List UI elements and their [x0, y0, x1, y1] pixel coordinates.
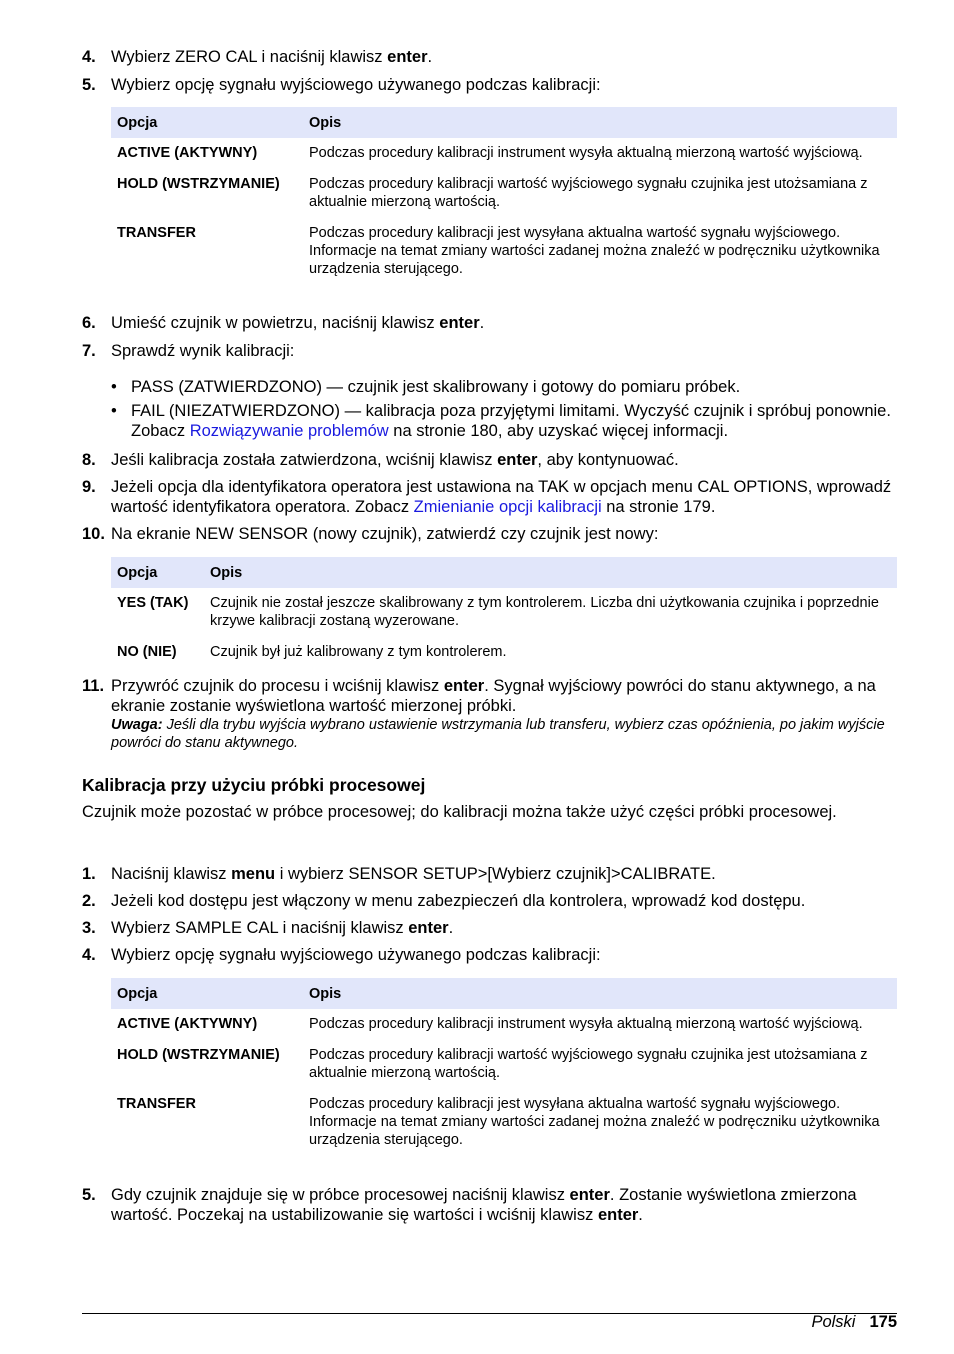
step-4	[82, 47, 897, 67]
table-row	[111, 1040, 897, 1089]
page-number: 175	[869, 1313, 897, 1331]
col-header-option: Opcja	[111, 978, 303, 1009]
step-number: 8.	[82, 451, 96, 469]
sample-step-2	[82, 891, 897, 911]
option-cell: TRANSFER	[117, 225, 196, 241]
table-header-row	[111, 107, 897, 138]
step-text-end: .	[427, 48, 433, 66]
step-text-end: .	[448, 919, 454, 937]
key-enter-2: enter	[597, 1206, 639, 1224]
step-number: 9.	[82, 478, 96, 496]
new-sensor-table	[111, 557, 897, 668]
step-5	[82, 75, 897, 95]
option-cell: ACTIVE (AKTYWNY)	[117, 1016, 258, 1032]
table-row	[111, 637, 897, 668]
step-text: Przywróć czujnik do procesu i wciśnij klawisz	[111, 677, 444, 695]
option-cell: ACTIVE (AKTYWNY)	[117, 145, 258, 161]
col-header-desc: Opis	[303, 107, 897, 138]
step-text-end: na stronie 179.	[601, 498, 716, 516]
bullet-text: PASS (ZATWIERDZONO) — czujnik jest skalibrowany i gotowy do pomiaru próbek.	[131, 378, 741, 396]
bullet-dot: •	[111, 378, 117, 396]
step-number: 11.	[82, 677, 105, 695]
step-number: 1.	[82, 865, 96, 883]
step-text: Jeśli kalibracja została zatwierdzona, wciśnij klawisz	[111, 451, 498, 469]
col-header-desc: Opis	[204, 557, 897, 588]
step-text: Jeżeli kod dostępu jest włączony w menu zabezpieczeń dla kontrolera, wprowadź kod dostępu.	[111, 892, 806, 910]
bullet-text: FAIL (NIEZATWIERDZONO) — kalibracja poza przyjętymi limitami. Wyczyść czujnik i spróbuj ponownie. Zobacz	[131, 402, 891, 440]
step-number: 2.	[82, 892, 96, 910]
step-9	[82, 477, 897, 517]
table-row	[111, 138, 897, 169]
bullet-text-end: na stronie 180, aby uzyskać więcej informacji.	[388, 422, 729, 440]
sample-step-3	[82, 918, 897, 938]
option-cell: HOLD (WSTRZYMANIE)	[117, 1047, 280, 1063]
note	[111, 716, 897, 752]
footer-divider	[82, 1313, 897, 1314]
desc-cell: Podczas procedury kalibracji wartość wyjściowego sygnału czujnika jest utożsamiana z aktualnie mierzoną wartością.	[309, 1047, 868, 1081]
step-text: Sprawdź wynik kalibracji:	[111, 342, 295, 360]
section-heading: Kalibracja przy użyciu próbki procesowej	[82, 775, 426, 795]
step-text: Naciśnij klawisz	[111, 865, 232, 883]
step-number: 5.	[82, 1186, 96, 1204]
bullet-dot: •	[111, 402, 117, 420]
step-text: Jeżeli opcja dla identyfikatora operatora jest ustawiona na TAK w opcjach menu CAL OPTIONS, wprowadź wartość identyfikatora operatora. Zobacz	[111, 478, 892, 516]
sample-step-5	[82, 1185, 897, 1225]
step-11	[82, 676, 897, 716]
step-number: 10.	[82, 525, 105, 543]
troubleshooting-link[interactable]: Rozwiązywanie problemów	[189, 422, 389, 440]
step-8	[82, 450, 897, 470]
sample-step-1	[82, 864, 897, 884]
desc-cell: Podczas procedury kalibracji jest wysyłana aktualna wartość sygnału wyjściowego. Informacje na temat zmiany wartości zadanej można znaleźć w podręczniku użytkownika urządzenia sterującego.	[309, 225, 880, 277]
desc-cell: Czujnik był już kalibrowany z tym kontrolerem.	[210, 644, 507, 660]
step-number: 4.	[82, 48, 96, 66]
step-text-end: . Sygnał wyjściowy powróci do stanu aktywnego, a na ekranie zostanie wyświetlona wartość mierzonej próbki.	[111, 677, 876, 715]
table-row	[111, 1089, 897, 1156]
calibration-options-link[interactable]: Zmienianie opcji kalibracji	[413, 498, 602, 516]
step-number: 5.	[82, 76, 96, 94]
key-enter: enter	[443, 677, 485, 695]
col-header-desc: Opis	[303, 978, 897, 1009]
step-number: 3.	[82, 919, 96, 937]
desc-cell: Podczas procedury kalibracji jest wysyłana aktualna wartość sygnału wyjściowego. Informacje na temat zmiany wartości zadanej można znaleźć w podręczniku użytkownika urządzenia sterującego.	[309, 1096, 880, 1148]
step-text: Wybierz ZERO CAL i naciśnij klawisz	[111, 48, 388, 66]
step-text-end: i wybierz SENSOR SETUP>[Wybierz czujnik]>CALIBRATE.	[275, 865, 716, 883]
key-menu: menu	[231, 865, 276, 883]
bullet-pass	[111, 377, 897, 397]
table-header-row	[111, 978, 897, 1009]
table-row	[111, 169, 897, 218]
step-text: Umieść czujnik w powietrzu, naciśnij klawisz	[111, 314, 440, 332]
section-intro: Czujnik może pozostać w próbce procesowej; do kalibracji można także użyć części próbki procesowej.	[82, 803, 837, 821]
desc-cell: Czujnik nie został jeszcze skalibrowany z tym kontrolerem. Liczba dni użytkowania czujnika i poprzednie krzywe kalibracji zostaną wyzerowane.	[210, 595, 879, 629]
col-header-option: Opcja	[111, 557, 204, 588]
desc-cell: Podczas procedury kalibracji instrument wysyła aktualną mierzoną wartość wyjściową.	[309, 1016, 863, 1032]
key-enter: enter	[569, 1186, 610, 1204]
key-enter: enter	[497, 451, 538, 469]
step-text: Wybierz SAMPLE CAL i naciśnij klawisz	[111, 919, 409, 937]
col-header-option: Opcja	[111, 107, 303, 138]
step-text: Wybierz opcję sygnału wyjściowego używanego podczas kalibracji:	[111, 76, 601, 94]
footer-language: Polski	[811, 1313, 856, 1331]
sample-step-4	[82, 945, 897, 965]
output-options-table-2	[111, 978, 897, 1156]
option-cell: NO (NIE)	[117, 644, 177, 660]
key-enter: enter	[439, 314, 480, 332]
step-number: 6.	[82, 314, 96, 332]
output-options-table-1	[111, 107, 897, 285]
key-enter: enter	[387, 48, 428, 66]
step-10	[82, 524, 897, 544]
step-text-end: .	[479, 314, 485, 332]
note-text: Jeśli dla trybu wyjścia wybrano ustawienie wstrzymania lub transferu, wybierz czas opóźnienia, po jakim wyjście powróci do stanu aktywnego.	[111, 717, 885, 751]
step-text: Wybierz opcję sygnału wyjściowego używanego podczas kalibracji:	[111, 946, 601, 964]
step-7	[82, 341, 897, 361]
note-label: Uwaga:	[111, 717, 163, 733]
step-6	[82, 313, 897, 333]
step-number: 7.	[82, 342, 96, 360]
bullet-fail	[111, 401, 897, 441]
step-text: Na ekranie NEW SENSOR (nowy czujnik), zatwierdź czy czujnik jest nowy:	[111, 525, 659, 543]
table-row	[111, 1009, 897, 1040]
step-text-end: , aby kontynuować.	[537, 451, 679, 469]
option-cell: YES (TAK)	[117, 595, 189, 611]
option-cell: TRANSFER	[117, 1096, 196, 1112]
table-row	[111, 218, 897, 285]
footer	[811, 1312, 897, 1332]
desc-cell: Podczas procedury kalibracji instrument wysyła aktualną mierzoną wartość wyjściową.	[309, 145, 863, 161]
key-enter: enter	[408, 919, 449, 937]
desc-cell: Podczas procedury kalibracji wartość wyjściowego sygnału czujnika jest utożsamiana z aktualnie mierzoną wartością.	[309, 176, 868, 210]
step-text: Gdy czujnik znajduje się w próbce procesowej naciśnij klawisz	[111, 1186, 570, 1204]
table-row	[111, 588, 897, 637]
step-text-mid: . Zostanie wyświetlona zmierzona wartość. Poczekaj na ustabilizowanie się wartości i wciśnij klawisz	[111, 1186, 857, 1224]
option-cell: HOLD (WSTRZYMANIE)	[117, 176, 280, 192]
table-header-row	[111, 557, 897, 588]
step-number: 4.	[82, 946, 96, 964]
step-text-end: .	[638, 1206, 643, 1224]
